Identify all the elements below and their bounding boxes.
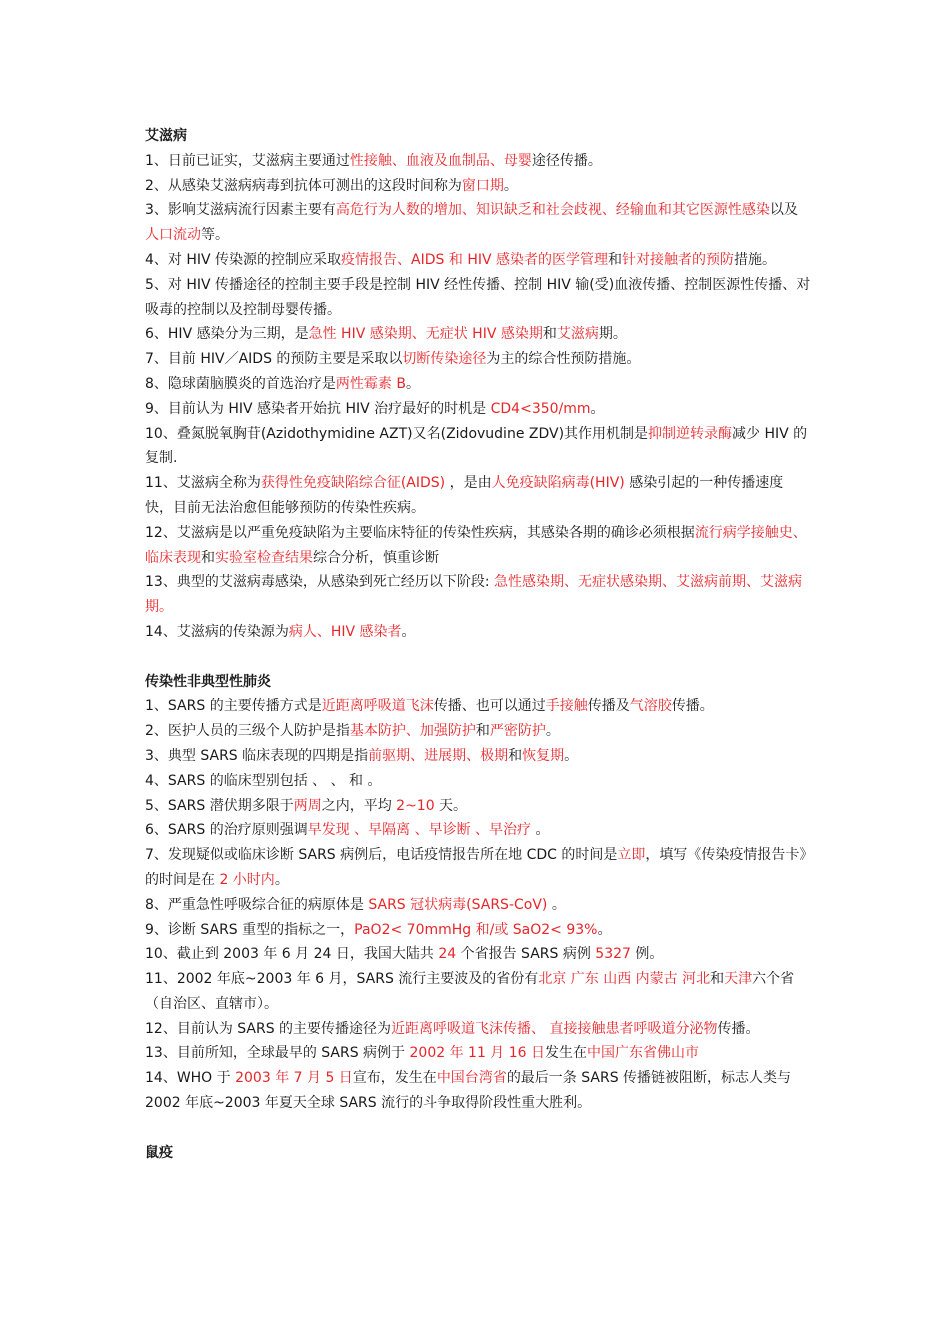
highlighted-answer: 天津 bbox=[724, 971, 753, 988]
item-text: 12、目前认为 SARS 的主要传播途径为 bbox=[145, 1020, 392, 1037]
item-text: 天。 bbox=[434, 797, 468, 814]
list-item bbox=[145, 372, 811, 397]
item-text: 7、目前 HIV／AIDS 的预防主要是采取以 bbox=[145, 351, 403, 368]
item-text: 和 bbox=[475, 723, 490, 740]
item-text: 。 bbox=[274, 871, 289, 888]
highlighted-answer: 24 bbox=[438, 946, 457, 963]
highlighted-answer: 人口流动 bbox=[145, 227, 201, 244]
item-text: 和 bbox=[608, 251, 623, 268]
highlighted-answer: 2002 年 11 月 16 日 bbox=[409, 1045, 546, 1062]
item-text: 9、目前认为 HIV 感染者开始抗 HIV 治疗最好的时机是 bbox=[145, 400, 491, 417]
item-text: 传播。 bbox=[717, 1020, 760, 1037]
list-item bbox=[145, 570, 811, 620]
list-item bbox=[145, 347, 811, 372]
highlighted-answer: 疫情报告、AIDS 和 HIV 感染者的医学管理 bbox=[341, 251, 609, 268]
item-text: 综合分析，慎重诊断 bbox=[313, 549, 439, 566]
item-text: 个省报告 SARS 病例 bbox=[456, 946, 596, 963]
item-text: 4、对 HIV 传染源的控制应采取 bbox=[145, 251, 342, 268]
list-item bbox=[145, 818, 811, 843]
highlighted-answer: 基本防护、加强防护 bbox=[349, 723, 476, 740]
list-item bbox=[145, 1066, 811, 1116]
item-text: 和 bbox=[542, 326, 557, 343]
list-item bbox=[145, 1017, 811, 1042]
highlighted-answer: 艾滋病 bbox=[556, 326, 599, 343]
list-item bbox=[145, 843, 811, 893]
list-item bbox=[145, 397, 811, 422]
item-text: 2、从感染艾滋病病毒到抗体可测出的这段时间称为 bbox=[145, 177, 462, 194]
highlighted-answer: 立即 bbox=[617, 847, 646, 864]
item-text: 。 bbox=[401, 623, 416, 640]
highlighted-answer: 获得性免疫缺陷综合征(AIDS) bbox=[260, 475, 446, 492]
item-text: 传播及 bbox=[587, 698, 630, 715]
highlighted-answer: 高危行为人数的增加、知识缺乏和社会歧视、经输血和其它医源性感染 bbox=[335, 202, 770, 219]
highlighted-answer: 两周 bbox=[293, 797, 322, 814]
item-text: 10、叠氮脱氧胸苷(Azidothymidine AZT)又名(Zidovudine ZDV)其作用机制是 bbox=[145, 425, 649, 442]
item-text: 1、SARS 的主要传播方式是 bbox=[145, 698, 322, 715]
highlighted-answer: 实验室检查结果 bbox=[215, 549, 313, 566]
item-text: 。 bbox=[590, 400, 605, 417]
highlighted-answer: 近距离呼吸道飞沫 bbox=[321, 698, 434, 715]
section-title: 传染性非典型性肺炎 bbox=[145, 673, 271, 690]
item-text: 感染引起的一种传播速度快，目前无法治愈但能够预防的传染性疾病。 bbox=[145, 475, 784, 516]
item-text: 11、艾滋病全称为 bbox=[145, 475, 261, 492]
highlighted-answer: 手接触 bbox=[545, 698, 588, 715]
list-item bbox=[145, 744, 811, 769]
highlighted-answer: 病人、HIV 感染者 bbox=[288, 623, 402, 640]
item-text: 3、典型 SARS 临床表现的四期是指 bbox=[145, 747, 369, 764]
highlighted-answer: 中国广东省佛山市 bbox=[587, 1045, 700, 1062]
section-title: 鼠疫 bbox=[145, 1144, 173, 1161]
item-text: 传播。 bbox=[671, 698, 714, 715]
item-text: 。 bbox=[564, 747, 579, 764]
item-text: 期。 bbox=[598, 326, 627, 343]
item-text: 措施。 bbox=[734, 251, 777, 268]
list-item bbox=[145, 273, 811, 323]
item-text: 。 bbox=[531, 822, 550, 839]
list-item bbox=[145, 149, 811, 174]
highlighted-answer: 中国台湾省 bbox=[436, 1070, 507, 1087]
item-text: 为主的综合性预防措施。 bbox=[486, 351, 641, 368]
item-text: 11、2002 年底~2003 年 6 月，SARS 流行主要波及的省份有 bbox=[145, 971, 539, 988]
item-text: 途径传播。 bbox=[531, 152, 602, 169]
document-page bbox=[145, 124, 811, 1165]
list-item bbox=[145, 471, 811, 521]
item-text: 8、严重急性呼吸综合征的病原体是 bbox=[145, 896, 369, 913]
list-item bbox=[145, 1041, 811, 1066]
highlighted-answer: SARS 冠状病毒(SARS-CoV) bbox=[368, 896, 548, 913]
item-text: 5、对 HIV 传播途径的控制主要手段是控制 HIV 经性传播、控制 HIV 输(受)血液传播、控制医源性传播、对吸毒的控制以及控制母婴传播。 bbox=[145, 276, 811, 318]
highlighted-answer: 气溶胶 bbox=[629, 698, 672, 715]
highlighted-answer: PaO2< 70mmHg 和/或 SaO2< 93% bbox=[354, 921, 598, 938]
item-text: 和 bbox=[710, 971, 725, 988]
item-text: 6、HIV 感染分为三期，是 bbox=[145, 326, 309, 343]
highlighted-answer: 前驱期、进展期、极期 bbox=[368, 747, 509, 764]
list-item bbox=[145, 942, 811, 967]
list-item bbox=[145, 967, 811, 1017]
highlighted-answer: 2~10 bbox=[396, 797, 435, 814]
item-text: 5、SARS 潜伏期多限于 bbox=[145, 797, 294, 814]
item-text: 8、隐球菌脑膜炎的首选治疗是 bbox=[145, 375, 336, 392]
list-item bbox=[145, 719, 811, 744]
item-text: 减少 HIV 的复制. bbox=[145, 425, 808, 467]
item-text: ，填写《传染疫情报告卡》的时间是在 bbox=[145, 847, 807, 888]
item-text: 7、发现疑似或临床诊断 SARS 病例后，电话疫情报告所在地 CDC 的时间是 bbox=[145, 847, 618, 864]
list-item bbox=[145, 322, 811, 347]
list-item bbox=[145, 198, 811, 248]
list-item bbox=[145, 893, 811, 918]
highlighted-answer: 近距离呼吸道飞沫传播、 直接接触患者呼吸道分泌物 bbox=[391, 1020, 718, 1037]
highlighted-answer: 切断传染途径 bbox=[402, 351, 487, 368]
list-item bbox=[145, 620, 811, 645]
item-text: 传播、也可以通过 bbox=[433, 698, 546, 715]
highlighted-answer: 急性 HIV 感染期、无症状 HIV 感染期 bbox=[308, 326, 543, 343]
item-text: 。 bbox=[597, 921, 612, 938]
highlighted-answer: 人免疫缺陷病毒(HIV) bbox=[491, 475, 625, 492]
item-text: 3、影响艾滋病流行因素主要有 bbox=[145, 202, 336, 219]
item-text: 13、典型的艾滋病毒感染，从感染到死亡经历以下阶段: bbox=[145, 574, 494, 591]
list-item bbox=[145, 248, 811, 273]
list-item bbox=[145, 794, 811, 819]
highlighted-answer: 恢复期 bbox=[522, 747, 565, 764]
item-text: 10、截止到 2003 年 6 月 24 日，我国大陆共 bbox=[145, 946, 439, 963]
highlighted-answer: CD4<350/mm bbox=[490, 400, 591, 417]
item-text: 。 bbox=[503, 177, 518, 194]
item-text: 。 bbox=[547, 896, 566, 913]
item-text: 。 bbox=[545, 723, 560, 740]
highlighted-answer: 早发现 、早隔离 、早诊断 、早治疗 bbox=[307, 822, 532, 839]
highlighted-answer: 流行病学接触史、临床表现 bbox=[145, 524, 807, 566]
item-text: 14、WHO 于 bbox=[145, 1070, 236, 1087]
item-text: 之内，平均 bbox=[321, 797, 397, 814]
item-text: 12、艾滋病是以严重免疫缺陷为主要临床特征的传染性疾病，其感染各期的确诊必须根据 bbox=[145, 524, 695, 541]
list-item bbox=[145, 769, 811, 794]
item-text: 2、医护人员的三级个人防护是指 bbox=[145, 723, 350, 740]
item-text: 六个省（自治区、直辖市）。 bbox=[145, 971, 795, 1012]
item-text: 13、目前所知，全球最早的 SARS 病例于 bbox=[145, 1045, 410, 1062]
highlighted-answer: 2003 年 7 月 5 日 bbox=[235, 1070, 353, 1087]
item-text: 的最后一条 SARS 传播链被阻断，标志人类与 2002 年底~2003 年夏天全球 SARS 流行的斗争取得阶段性重大胜利。 bbox=[145, 1070, 792, 1112]
highlighted-answer: 严密防护 bbox=[489, 723, 546, 740]
list-item bbox=[145, 422, 811, 472]
item-text: 等。 bbox=[201, 227, 229, 244]
item-text: 4、SARS 的临床型别包括 、 、 和 。 bbox=[145, 772, 382, 789]
highlighted-answer: 急性感染期、无症状感染期、艾滋病前期、艾滋病期。 bbox=[145, 574, 802, 616]
highlighted-answer: 窗口期 bbox=[461, 177, 504, 194]
item-text: 和 bbox=[508, 747, 523, 764]
highlighted-answer: 针对接触者的预防 bbox=[622, 251, 735, 268]
item-text: 1、日前已证实，艾滋病主要通过 bbox=[145, 152, 350, 169]
item-text: 9、诊断 SARS 重型的指标之一， bbox=[145, 921, 355, 938]
item-text: 例。 bbox=[630, 946, 664, 963]
item-text: 以及 bbox=[769, 202, 798, 219]
item-text: 。 bbox=[405, 375, 420, 392]
list-item bbox=[145, 174, 811, 199]
list-item bbox=[145, 694, 811, 719]
highlighted-answer: 抑制逆转录酶 bbox=[648, 425, 733, 442]
list-item bbox=[145, 918, 811, 943]
item-text: 14、艾滋病的传染源为 bbox=[145, 623, 289, 640]
highlighted-answer: 两性霉素 B bbox=[335, 375, 406, 392]
item-text: 和 bbox=[201, 549, 215, 566]
highlighted-answer: 北京 广东 山西 内蒙古 河北 bbox=[538, 971, 711, 988]
list-item bbox=[145, 521, 811, 571]
section-title: 艾滋病 bbox=[145, 128, 187, 144]
highlighted-answer: 性接触、血液及血制品、母婴 bbox=[349, 152, 532, 169]
item-text: ，是由 bbox=[445, 475, 492, 492]
item-text: 发生在 bbox=[545, 1045, 588, 1062]
section-gap bbox=[145, 645, 811, 670]
item-text: 6、SARS 的治疗原则强调 bbox=[145, 822, 308, 839]
highlighted-answer: 5327 bbox=[595, 946, 631, 963]
item-text: 宣布，发生在 bbox=[352, 1070, 437, 1087]
section-gap bbox=[145, 1116, 811, 1141]
highlighted-answer: 2 小时内 bbox=[219, 871, 275, 888]
